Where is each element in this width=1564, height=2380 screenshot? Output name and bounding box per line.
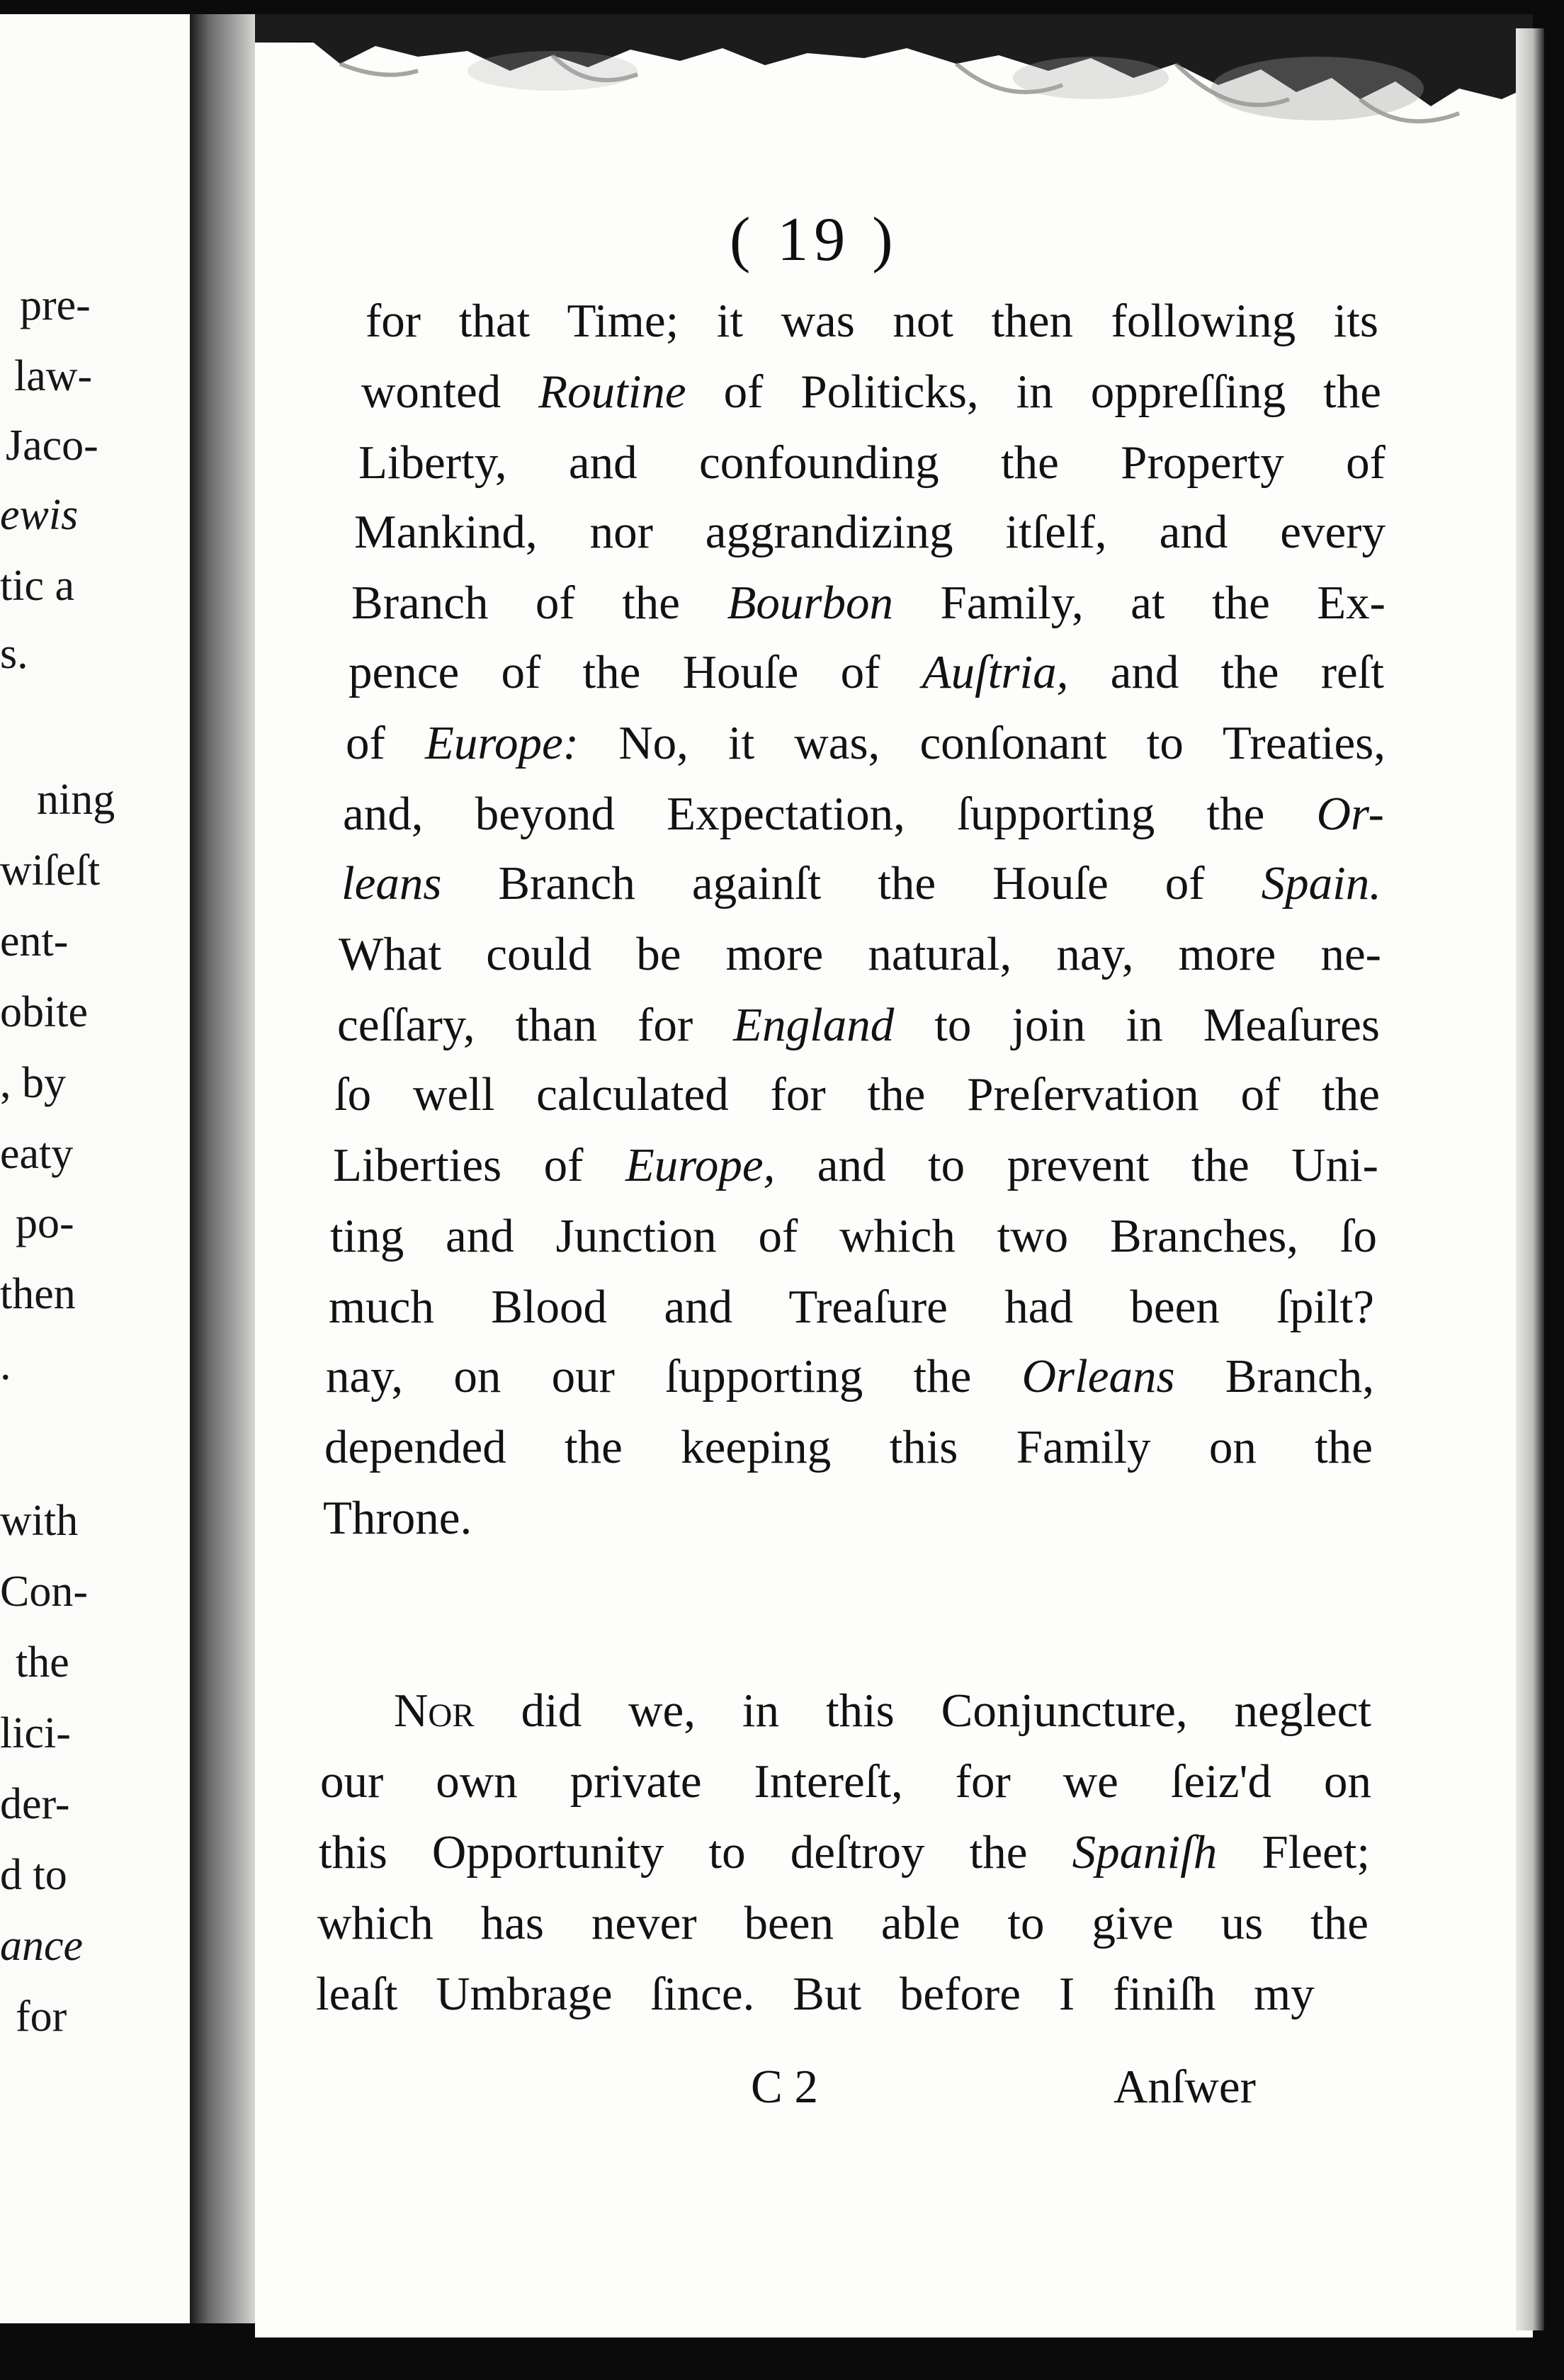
facing-page-fragment: eaty	[0, 1130, 74, 1178]
italic-word: Europe:	[424, 717, 579, 769]
text-run: for that Time; it was not then following its	[366, 295, 1378, 347]
facing-page-fragment: then	[0, 1270, 76, 1318]
text-run: depended the keeping this Family on the	[324, 1421, 1373, 1473]
text-run: to join in Meaſures	[894, 999, 1380, 1051]
text-run: nay, on our ſupporting the	[326, 1350, 1022, 1402]
text-run: ting and Junction of which two Branches, ſo	[330, 1210, 1377, 1262]
italic-word: Or-	[1316, 788, 1384, 840]
text-line	[394, 1684, 1371, 1737]
text-run: Mankind, nor aggrandizing itſelf, and every	[354, 506, 1386, 558]
facing-page-fragment: Jaco-	[6, 421, 98, 470]
text-run: No, it was, conſonant to Treaties,	[579, 717, 1386, 769]
text-line	[319, 1826, 1370, 1878]
text-line	[316, 1968, 1315, 2020]
facing-page-fragment: ance	[0, 1922, 84, 1970]
facing-page-fragment: d to	[0, 1851, 67, 1899]
text-run: pence of the Houſe of	[348, 646, 922, 698]
catchword: Anſwer	[1114, 2061, 1256, 2113]
page-body-text	[255, 14, 1533, 2338]
facing-page-fragment: s.	[0, 630, 28, 678]
facing-page-fragment: obite	[0, 988, 88, 1036]
text-run: which has never been able to give us the	[317, 1897, 1368, 1949]
text-line	[329, 1281, 1374, 1333]
facing-page-fragment: law-	[14, 352, 93, 400]
italic-word: Europe,	[625, 1139, 776, 1191]
facing-page-fragment: lici-	[0, 1709, 71, 1757]
facing-page-fragment: the	[16, 1638, 69, 1687]
facing-page-fragment: .	[0, 1341, 11, 1389]
text-line	[339, 928, 1381, 980]
text-run: leaſt Umbrage ſince. But before I finiſh my	[316, 1968, 1315, 2020]
italic-word: Orleans	[1021, 1350, 1175, 1402]
italic-word: Auſtria,	[922, 646, 1069, 698]
text-line	[326, 1350, 1374, 1402]
text-line	[320, 1755, 1371, 1808]
text-run: What could be more natural, nay, more ne-	[339, 928, 1381, 980]
facing-page-fragment: ning	[37, 776, 115, 824]
text-line	[351, 579, 1386, 627]
facing-page-fragment: , by	[0, 1059, 66, 1107]
text-run: Branch of the	[351, 577, 727, 629]
text-line	[341, 857, 1381, 910]
facing-page-fragment: po-	[16, 1199, 74, 1247]
text-run: Nor	[394, 1684, 475, 1737]
text-line	[334, 1068, 1380, 1121]
facing-page-fragment: ewis	[0, 491, 79, 539]
facing-page-left	[0, 14, 200, 2323]
italic-word: Routine	[538, 366, 686, 418]
text-run: wonted	[361, 366, 539, 418]
facing-page-fragment: tic a	[0, 562, 74, 610]
text-line	[358, 436, 1386, 489]
text-run: of	[346, 717, 425, 769]
italic-word: Bourbon	[727, 577, 893, 629]
text-run: Liberty, and confounding the Property of	[358, 436, 1386, 489]
facing-page-fragment: for	[16, 1993, 67, 2041]
facing-page-fragment: pre-	[20, 281, 91, 329]
text-line	[337, 999, 1380, 1051]
text-run: this Opportunity to deſtroy the	[319, 1826, 1072, 1878]
text-run: Branch againſt the Houſe of	[441, 857, 1262, 910]
text-line	[323, 1492, 472, 1544]
text-run: Throne.	[323, 1492, 472, 1544]
text-run: ceſſary, than for	[337, 999, 734, 1051]
text-line	[348, 646, 1384, 698]
text-line	[333, 1139, 1378, 1191]
text-run: our own private Intereſt, for we ſeiz'd on	[320, 1755, 1371, 1808]
facing-page-fragment: ent-	[0, 917, 69, 965]
text-run: and the reſt	[1068, 646, 1384, 698]
page-number: ( 19 )	[730, 205, 899, 274]
text-line	[354, 506, 1386, 558]
text-line	[317, 1897, 1368, 1949]
text-run: Family, at the Ex-	[893, 577, 1386, 629]
text-run: Branch,	[1174, 1350, 1374, 1402]
text-run: and to prevent the Uni-	[775, 1139, 1378, 1191]
text-run: and, beyond Expectation, ſupporting the	[343, 788, 1317, 840]
text-line	[343, 790, 1384, 838]
page-edge-shadow	[1516, 28, 1544, 2330]
text-line	[361, 368, 1381, 416]
text-line	[346, 717, 1386, 769]
facing-page-fragment: Con-	[0, 1568, 88, 1616]
text-line	[330, 1210, 1377, 1262]
text-run: much Blood and Treaſure had been ſpilt?	[329, 1281, 1374, 1333]
text-run: did we, in this Conjuncture, neglect	[474, 1684, 1371, 1737]
italic-word: Spaniſh	[1072, 1826, 1218, 1878]
text-run: Liberties of	[333, 1139, 625, 1191]
italic-word: Spain.	[1261, 857, 1381, 910]
italic-word: leans	[341, 857, 442, 910]
facing-page-fragment: wiſeſt	[0, 846, 101, 895]
facing-page-fragment: der-	[0, 1780, 70, 1828]
text-run: Fleet;	[1217, 1826, 1370, 1878]
facing-page-fragment: with	[0, 1497, 79, 1545]
signature-mark: C 2	[751, 2061, 818, 2113]
italic-word: England	[733, 999, 895, 1051]
text-run: ſo well calculated for the Preſervation of the	[334, 1068, 1380, 1121]
text-run: of Politicks, in oppreſſing the	[686, 366, 1381, 418]
text-line	[324, 1421, 1373, 1473]
page-19	[255, 14, 1533, 2338]
text-line	[366, 295, 1378, 347]
